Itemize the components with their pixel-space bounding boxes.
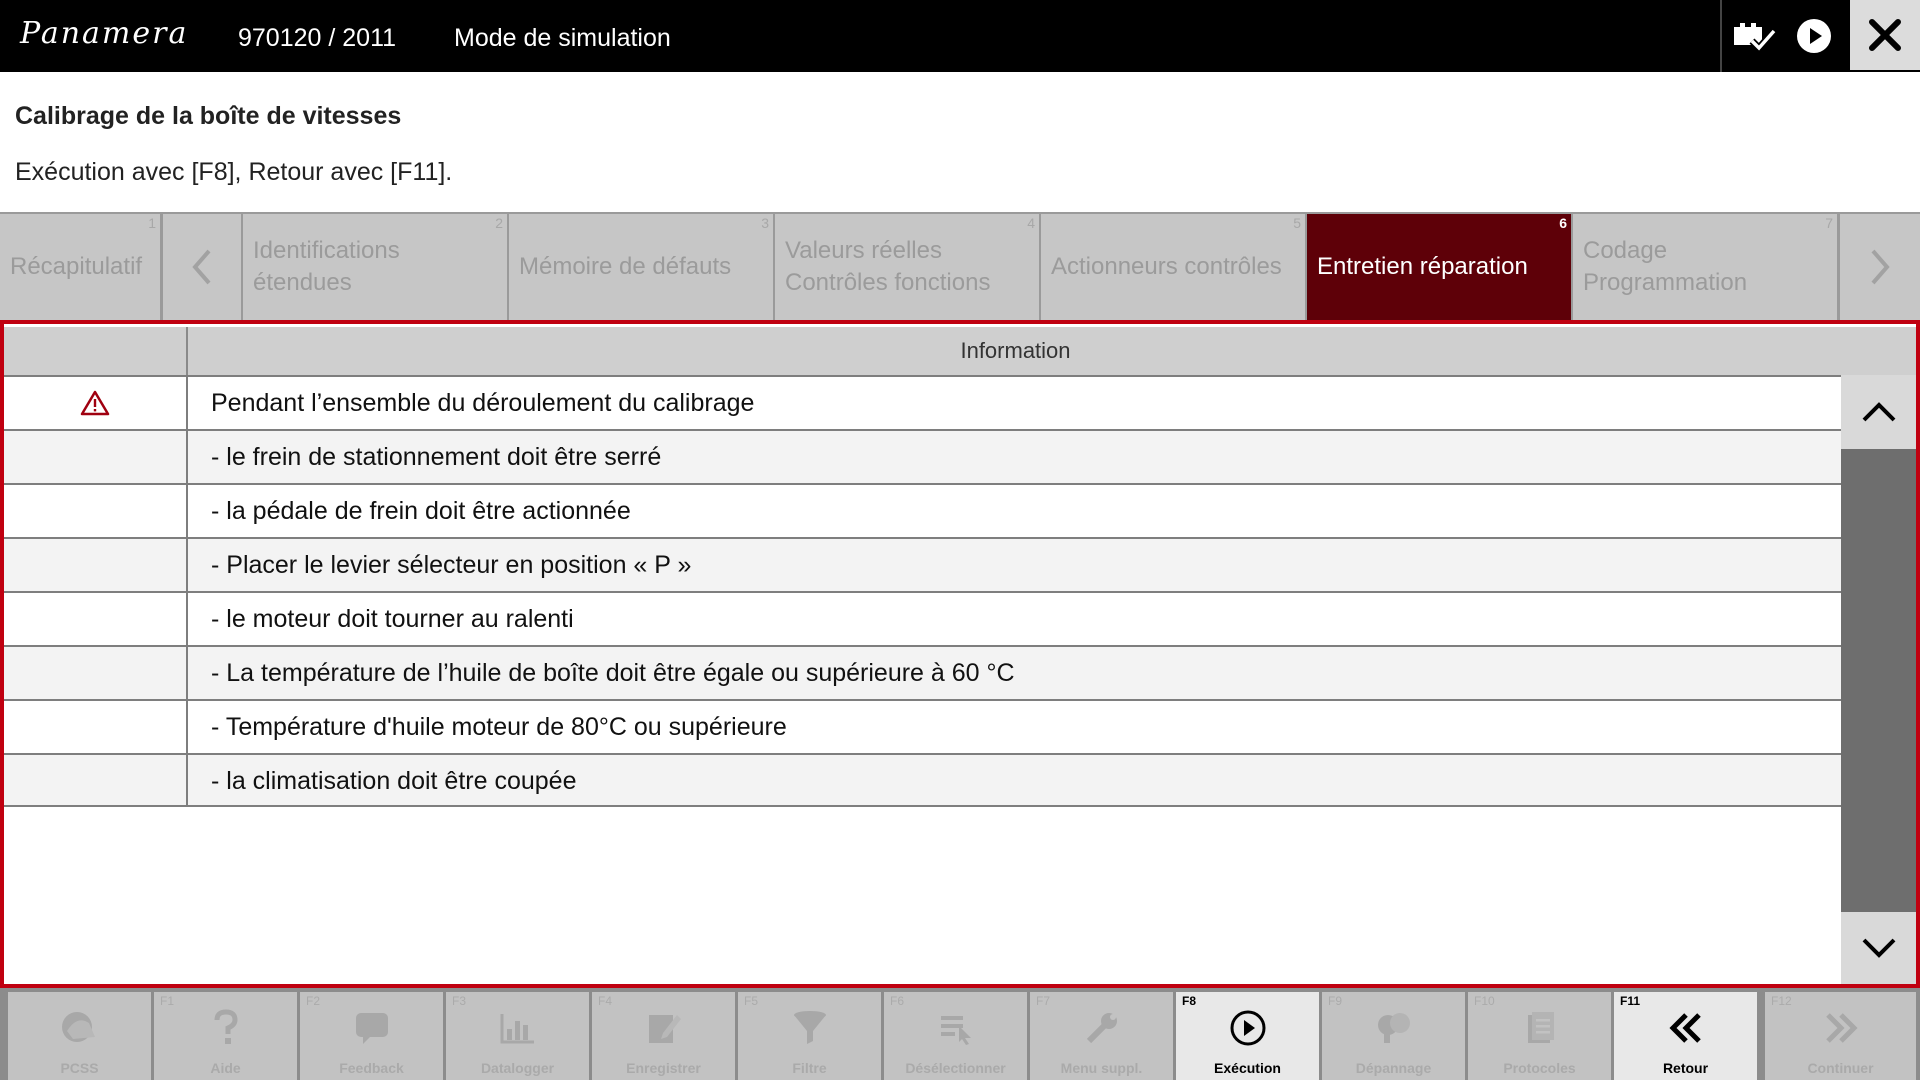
fkey-protocoles[interactable] (1468, 992, 1611, 1080)
chevron-up-icon (1860, 400, 1898, 424)
help-icon (154, 1006, 297, 1050)
table-header-information: Information (960, 338, 1071, 363)
tools-icon (1030, 1006, 1173, 1050)
fkey-label: Retour (1662, 1060, 1709, 1076)
fkey-execution[interactable] (1176, 992, 1319, 1080)
tab-number: 2 (495, 215, 503, 231)
battery-check-icon[interactable] (1732, 14, 1776, 58)
chevron-down-icon (1860, 936, 1898, 960)
row-text: - La température de l’huile de boîte doit être égale ou supérieure à 60 °C (211, 658, 1015, 687)
tab-number: 7 (1825, 215, 1833, 231)
fkey-continuer[interactable] (1765, 992, 1916, 1080)
tab-number: 4 (1027, 215, 1035, 231)
close-button[interactable] (1850, 0, 1920, 70)
table-row (4, 483, 1841, 537)
tab-actionneurs[interactable] (1041, 214, 1305, 320)
tab-scroll-left[interactable] (163, 214, 241, 320)
fkey-filtre[interactable] (738, 992, 881, 1080)
tab-label: Actionneurs contrôles (1051, 253, 1282, 280)
mode-label: Mode de simulation (454, 24, 671, 52)
row-icon-cell (4, 377, 188, 429)
fkey-label: Aide (210, 1060, 241, 1076)
scroll-down-button[interactable] (1841, 912, 1916, 984)
fkey-menu-suppl[interactable] (1030, 992, 1173, 1080)
pcss-icon (8, 1006, 151, 1050)
tab-number: 6 (1559, 215, 1567, 231)
fkey-number: F11 (1620, 994, 1641, 1008)
row-text: - Température d'huile moteur de 80°C ou supérieure (211, 712, 787, 741)
fkey-number: F10 (1474, 994, 1495, 1008)
table-header (4, 327, 1841, 375)
tab-number: 1 (148, 215, 156, 231)
tab-label: Identifications étendues (253, 237, 400, 296)
row-icon-cell (4, 485, 188, 537)
fkey-deselectionner[interactable] (884, 992, 1027, 1080)
fkey-pcss[interactable] (8, 992, 151, 1080)
back-icon (1614, 1006, 1757, 1050)
fkey-number: F8 (1182, 994, 1197, 1008)
fkey-label: Filtre (792, 1060, 827, 1076)
table-row (4, 753, 1841, 807)
tab-number: 5 (1293, 215, 1301, 231)
play-icon (1176, 1006, 1319, 1050)
table-row (4, 591, 1841, 645)
row-text: - Placer le levier sélecteur en position « P » (211, 550, 692, 579)
information-table (4, 375, 1841, 807)
fkey-label: PCSS (60, 1060, 99, 1076)
brand-logo: Panamera (20, 16, 189, 51)
row-icon-cell (4, 755, 188, 807)
row-text: - le frein de stationnement doit être serré (211, 442, 662, 471)
row-text: Pendant l’ensemble du déroulement du calibrage (211, 388, 755, 417)
fkey-number: F9 (1328, 994, 1343, 1008)
fkey-label: Dépannage (1355, 1060, 1432, 1076)
row-icon-cell (4, 647, 188, 699)
fkey-number: F3 (452, 994, 467, 1008)
tab-label: Récapitulatif (10, 253, 143, 280)
tab-recapitulatif[interactable] (0, 214, 160, 320)
save-icon (592, 1006, 735, 1050)
tab-identifications[interactable] (243, 214, 507, 320)
fkey-datalogger[interactable] (446, 992, 589, 1080)
fkey-label: Désélectionner (905, 1060, 1006, 1076)
tab-label: Valeurs réelles Contrôles fonctions (785, 237, 991, 296)
chevron-left-icon (187, 247, 217, 287)
table-row (4, 645, 1841, 699)
feedback-icon (300, 1006, 443, 1050)
document-icon (1468, 1006, 1611, 1050)
table-row (4, 537, 1841, 591)
row-text: - le moteur doit tourner au ralenti (211, 604, 574, 633)
chevron-right-icon (1865, 247, 1895, 287)
tab-label: Codage Programmation (1583, 237, 1748, 296)
tab-label: Mémoire de défauts (519, 253, 732, 280)
fkey-label: Menu suppl. (1060, 1060, 1143, 1076)
forward-icon (1765, 1006, 1916, 1050)
scrollbar-header (1841, 327, 1916, 375)
function-key-bar (0, 988, 1920, 1080)
scroll-up-button[interactable] (1841, 375, 1916, 449)
tab-valeurs-reelles[interactable] (775, 214, 1039, 320)
row-icon-cell (4, 701, 188, 753)
tab-entretien-reparation[interactable] (1307, 214, 1571, 320)
chart-icon (446, 1006, 589, 1050)
row-text: - la pédale de frein doit être actionnée (211, 496, 631, 525)
tab-scroll-right[interactable] (1840, 214, 1920, 320)
fkey-label: Protocoles (1503, 1060, 1576, 1076)
fkey-label: Continuer (1807, 1060, 1874, 1076)
fkey-number: F6 (890, 994, 905, 1008)
fkey-number: F12 (1771, 994, 1792, 1008)
deselect-icon (884, 1006, 1027, 1050)
header-divider (1720, 0, 1722, 72)
table-row (4, 699, 1841, 753)
tab-label: Entretien réparation (1317, 253, 1528, 280)
fkey-number: F1 (160, 994, 175, 1008)
close-icon (1868, 18, 1902, 52)
row-icon-cell (4, 431, 188, 483)
fkey-depannage[interactable] (1322, 992, 1465, 1080)
play-circle-icon[interactable] (1792, 14, 1836, 58)
row-icon-cell (4, 539, 188, 591)
fkey-number: F5 (744, 994, 759, 1008)
fkey-label: Exécution (1214, 1060, 1281, 1076)
tab-memoire-defauts[interactable] (509, 214, 773, 320)
page-instruction: Exécution avec [F8], Retour avec [F11]. (15, 158, 453, 186)
page-title: Calibrage de la boîte de vitesses (15, 102, 402, 130)
tab-bar (0, 212, 1920, 320)
table-row (4, 429, 1841, 483)
table-row (4, 375, 1841, 429)
table-header-icon-column (4, 327, 188, 375)
troubleshoot-icon (1322, 1006, 1465, 1050)
row-icon-cell (4, 593, 188, 645)
fkey-feedback[interactable] (300, 992, 443, 1080)
filter-icon (738, 1006, 881, 1050)
fkey-retour[interactable] (1614, 992, 1757, 1080)
fkey-aide[interactable] (154, 992, 297, 1080)
fkey-label: Datalogger (480, 1060, 555, 1076)
tab-codage-programmation[interactable] (1573, 214, 1837, 320)
fkey-enregistrer[interactable] (592, 992, 735, 1080)
app-header (0, 0, 1920, 72)
row-text: - la climatisation doit être coupée (211, 766, 577, 795)
fkey-label: Enregistrer (626, 1060, 701, 1076)
fkey-number: F2 (306, 994, 321, 1008)
fkey-number: F4 (598, 994, 613, 1008)
fkey-label: Feedback (339, 1060, 404, 1076)
fkey-number: F7 (1036, 994, 1051, 1008)
scrollbar-track[interactable] (1841, 375, 1916, 984)
vehicle-id: 970120 / 2011 (238, 24, 397, 52)
warning-icon (80, 390, 110, 416)
tab-number: 3 (761, 215, 769, 231)
